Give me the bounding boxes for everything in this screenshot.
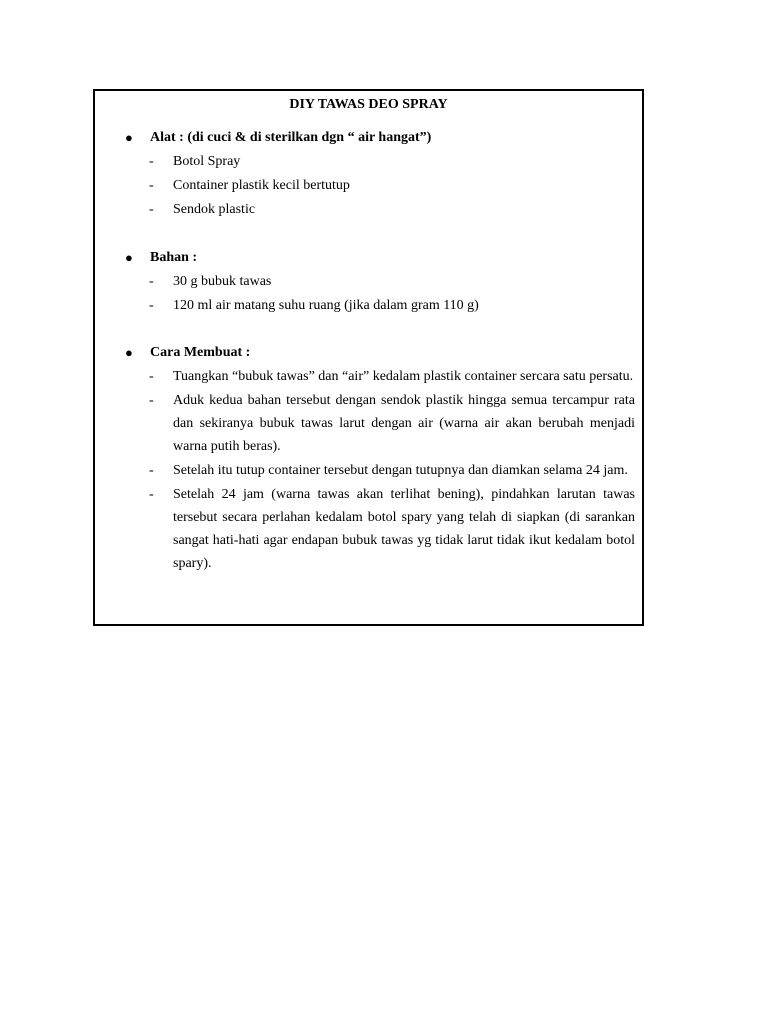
- list-item-text: Botol Spray: [173, 154, 241, 169]
- item-list: [95, 150, 642, 221]
- item-list: [95, 270, 642, 317]
- dash-icon: -: [149, 369, 154, 384]
- section-heading-text: Cara Membuat :: [150, 345, 251, 360]
- item-list: [95, 365, 642, 575]
- dash-icon: -: [149, 178, 154, 193]
- list-item-text: Sendok plastic: [173, 202, 256, 217]
- list-item: [95, 294, 642, 317]
- document-title: DIY TAWAS DEO SPRAY: [289, 97, 448, 112]
- list-item: [95, 389, 642, 458]
- list-item-text: Setelah itu tutup container tersebut dengan tutupnya dan diamkan selama 24 jam.: [173, 463, 628, 478]
- section-heading: [95, 247, 642, 269]
- list-item: [95, 150, 642, 173]
- list-item-text: Container plastik kecil bertutup: [173, 178, 350, 193]
- list-item: [95, 459, 642, 482]
- dash-icon: -: [149, 487, 154, 502]
- list-item: [95, 270, 642, 293]
- list-item-text: Aduk kedua bahan tersebut dengan sendok plastik hingga semua tercampur rata dan sekiranya bubuk tawas larut dengan air (warna air akan berubah menjadi warna putih beras).: [173, 393, 635, 454]
- section-heading-text: Bahan :: [150, 250, 198, 265]
- list-item-text: 30 g bubuk tawas: [173, 274, 272, 289]
- recipe-box: [93, 89, 644, 626]
- section-cara-membuat: [95, 342, 642, 575]
- list-item: [95, 483, 642, 575]
- list-item-text: Setelah 24 jam (warna tawas akan terlihat bening), pindahkan larutan tawas tersebut secara perlahan kedalam botol spary yang telah di siapkan (di sarankan sangat hati-hati agar endapan bubuk tawas yg tidak larut tidak ikut kedalam botol spary).: [173, 487, 635, 571]
- list-item-text: 120 ml air matang suhu ruang (jika dalam gram 110 g): [173, 298, 479, 313]
- list-item-text: Tuangkan “bubuk tawas” dan “air” kedalam plastik container sercara satu persatu.: [173, 369, 634, 384]
- bullet-icon: ●: [125, 250, 133, 265]
- bullet-icon: ●: [125, 345, 133, 360]
- dash-icon: -: [149, 154, 154, 169]
- section-heading-text: Alat : (di cuci & di sterilkan dgn “ air hangat”): [150, 130, 432, 145]
- bullet-icon: ●: [125, 130, 133, 145]
- section-heading: [95, 342, 642, 364]
- list-item: [95, 174, 642, 197]
- list-item: [95, 365, 642, 388]
- section-alat: [95, 127, 642, 221]
- dash-icon: -: [149, 463, 154, 478]
- dash-icon: -: [149, 202, 154, 217]
- dash-icon: -: [149, 298, 154, 313]
- dash-icon: -: [149, 393, 154, 408]
- list-item: [95, 198, 642, 221]
- section-heading: [95, 127, 642, 149]
- dash-icon: -: [149, 274, 154, 289]
- section-bahan: [95, 247, 642, 317]
